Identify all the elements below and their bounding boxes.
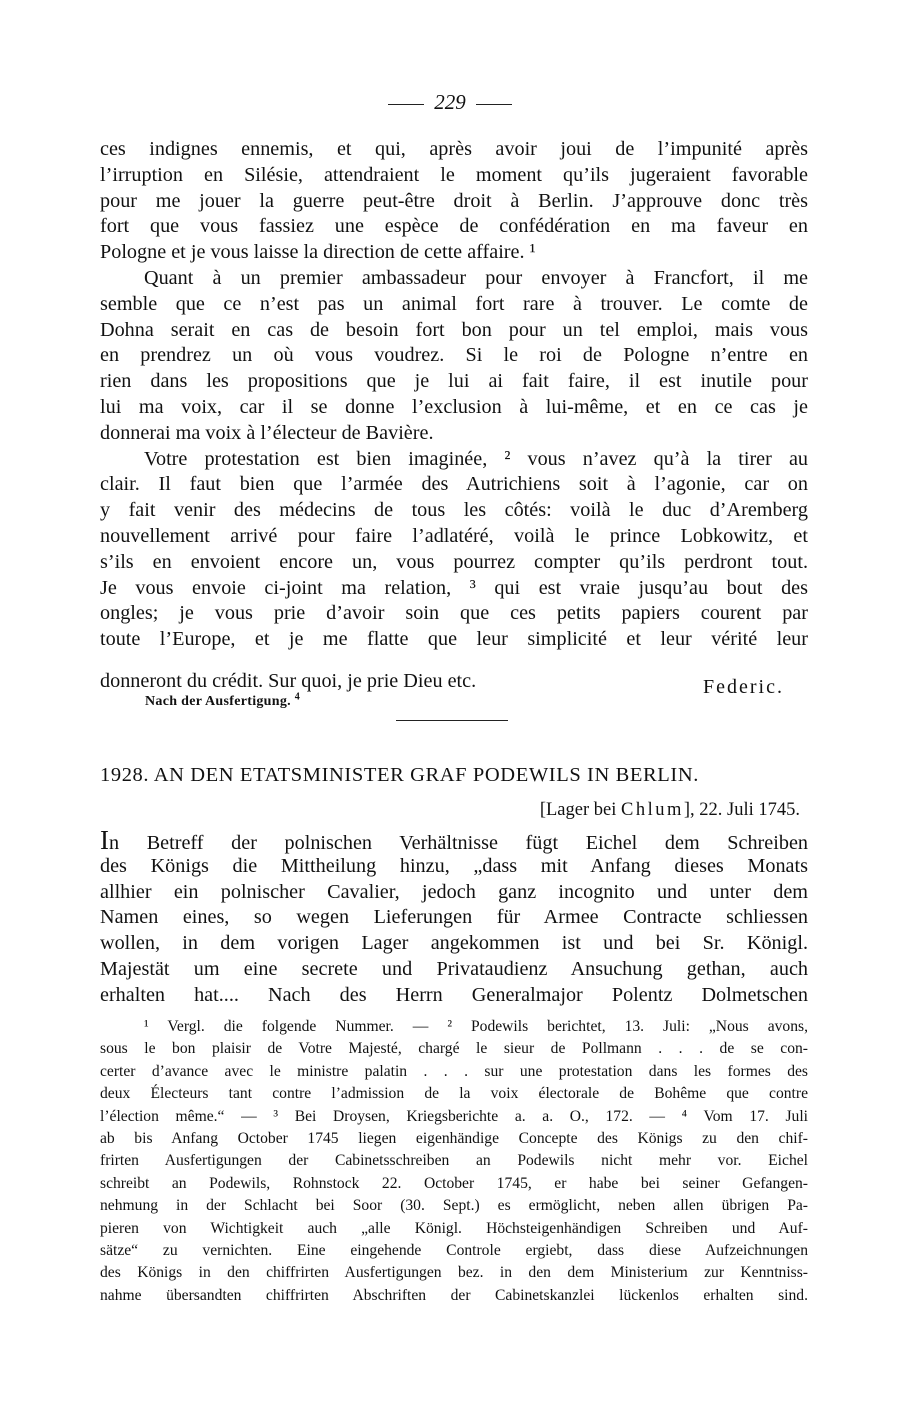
dateline-place: Chlum: [620, 800, 684, 820]
letter-line: ongles; je vous prie d’avoir soin que ces petits papiers courent par: [100, 602, 808, 625]
letter-closing-line: donneront du crédit. Sur quoi, je prie Dieu etc.: [100, 670, 477, 692]
letter-line: toute l’Europe, et je me flatte que leur simplicité et leur vérité leur: [100, 628, 808, 651]
letter-line: Je vous envoie ci-joint ma relation, ³ qui est vraie jusqu’au bout des: [100, 576, 808, 599]
summary-line: [100, 825, 808, 855]
letter-line: clair. Il faut bien que l’armée des Autrichiens soit à l’agonie, car on: [100, 473, 808, 496]
footnote-line: des Königs in den chiffrirten Ausfertigungen bez. in den dem Ministerium zur Kenntniss-: [100, 1264, 808, 1282]
document-heading: 1928. AN DEN ETATSMINISTER GRAF PODEWILS IN BERLIN.: [100, 764, 699, 786]
source-note-text: Nach der Ausfertigung.: [145, 694, 291, 709]
closing-row: [100, 668, 808, 696]
footnote-line: nehmung in der Schlacht bei Soor (30. Sept.) es ermöglicht, neben allen übrigen Pa-: [100, 1197, 808, 1215]
letter-line: Pologne et je vous laisse la direction de cette affaire. ¹: [100, 241, 536, 264]
summary-line: allhier ein polnischer Cavalier, jedoch ganz incognito und unter dem: [100, 880, 808, 903]
footnotes: [100, 1016, 808, 1307]
footnote-ref: 4: [294, 691, 301, 703]
summary-body: [100, 825, 808, 1009]
signature: Federic.: [703, 676, 784, 698]
dateline-open: [Lager bei: [539, 800, 617, 820]
letter-line: semble que ce n’est pas un animal fort rare à trouver. Le comte de: [100, 292, 808, 315]
footnote-line: sous le bon plaisir de Votre Majesté, chargé le sieur de Pollmann . . . de se con-: [100, 1040, 808, 1058]
letter-line: ces indignes ennemis, et qui, après avoir joui de l’impunité après: [100, 138, 808, 160]
source-note: [145, 691, 301, 710]
summary-line: erhalten hat.... Nach des Herrn Generalmajor Polentz Dolmetschen: [100, 983, 808, 1006]
footnote-line: schreibt an Podewils, Rohnstock 22. October 1745, er habe bei seiner Gefangen-: [100, 1174, 808, 1192]
letter-line: en prendrez un où vous voudrez. Si le roi de Pologne n’entre en: [100, 344, 808, 367]
footnote-line: ¹ Vergl. die folgende Nummer. — ² Podewils berichtet, 13. Juli: „Nous avons,: [144, 1018, 808, 1035]
dateline-close: ], 22. Juli 1745.: [683, 800, 800, 820]
letter-line: pour me jouer la guerre peut-être droit à Berlin. J’approuve donc très: [100, 189, 808, 212]
dateline: [540, 800, 800, 821]
footnote-line: frirten Ausfertigungen der Cabinetsschreiben an Podewils nicht mehr vor. Eichel: [100, 1152, 808, 1170]
letter-line: y fait venir des médecins de tous les côtés: voilà le duc d’Aremberg: [100, 499, 808, 522]
letter-line: donnerai ma voix à l’électeur de Bavière.: [100, 421, 434, 444]
letter-line: nouvellement arrivé pour faire l’adlatéré, voilà le prince Lobkowitz, et: [100, 524, 808, 547]
header-dash-left: [388, 104, 424, 105]
letter-line: Quant à un premier ambassadeur pour envoyer à Francfort, il me: [144, 266, 808, 289]
letter-line: l’irruption en Silésie, attendraient le moment qu’ils jugeraient favorable: [100, 163, 808, 186]
letter-line: s’ils en envoient encore un, vous pourrez compter qu’ils perdront tout.: [100, 550, 808, 573]
footnote-line: deux Électeurs tant contre l’admission de la voix électorale de Bohême que contre: [100, 1085, 808, 1103]
summary-line: wollen, in dem vorigen Lager angekommen ist und bei Sr. Königl.: [100, 932, 808, 955]
footnote-line: l’élection même.“ — ³ Bei Droysen, Kriegsberichte a. a. O., 172. — ⁴ Vom 17. Juli: [100, 1107, 808, 1125]
summary-line: des Königs die Mittheilung hinzu, „dass mit Anfang dieses Monats: [100, 854, 808, 877]
footnote-line: sätze“ zu vernichten. Eine eingehende Controle ergiebt, dass diese Aufzeichnungen: [100, 1241, 808, 1259]
letter-line: Dohna serait en cas de besoin fort bon pour un tel emploi, mais vous: [100, 318, 808, 341]
page-number: 229: [434, 90, 466, 114]
letter-line: lui ma voix, car il se donne l’exclusion à lui-même, et en ce cas je: [100, 395, 808, 418]
summary-line: Namen eines, so wegen Lieferungen für Armee Contracte schliessen: [100, 906, 808, 929]
footnote-line: nahme übersandten chiffrirten Abschriften der Cabinetskanzlei lückenlos erhalten sind.: [100, 1286, 808, 1304]
section-divider: [396, 720, 508, 721]
letter-line: Votre protestation est bien imaginée, ² vous n’avez qu’à la tirer au: [144, 447, 808, 470]
summary-line: Majestät um eine secrete und Privataudienz Ansuchung gethan, auch: [100, 957, 808, 980]
letter-body: [100, 137, 808, 653]
summary-line-text: n Betreff der polnischen Verhältnisse fügt Eichel dem Schreiben: [109, 832, 808, 854]
footnote-line: ab bis Anfang October 1745 liegen eigenhändige Concepte des Königs zu den chif-: [100, 1129, 808, 1147]
header-dash-right: [476, 104, 512, 105]
page-header: [0, 90, 900, 115]
footnote-line: pieren von Wichtigkeit auch „alle Königl. Höchsteigenhändigen Schreiben und Auf-: [100, 1219, 808, 1237]
letter-line: fort que vous fassiez une espèce de confédération en ma faveur en: [100, 215, 808, 238]
footnote-line: certer d’avance avec le ministre palatin . . . sur une protestation dans les formes des: [100, 1062, 808, 1080]
drop-cap: I: [100, 825, 109, 855]
letter-line: rien dans les propositions que je lui ai fait faire, il est inutile pour: [100, 370, 808, 393]
